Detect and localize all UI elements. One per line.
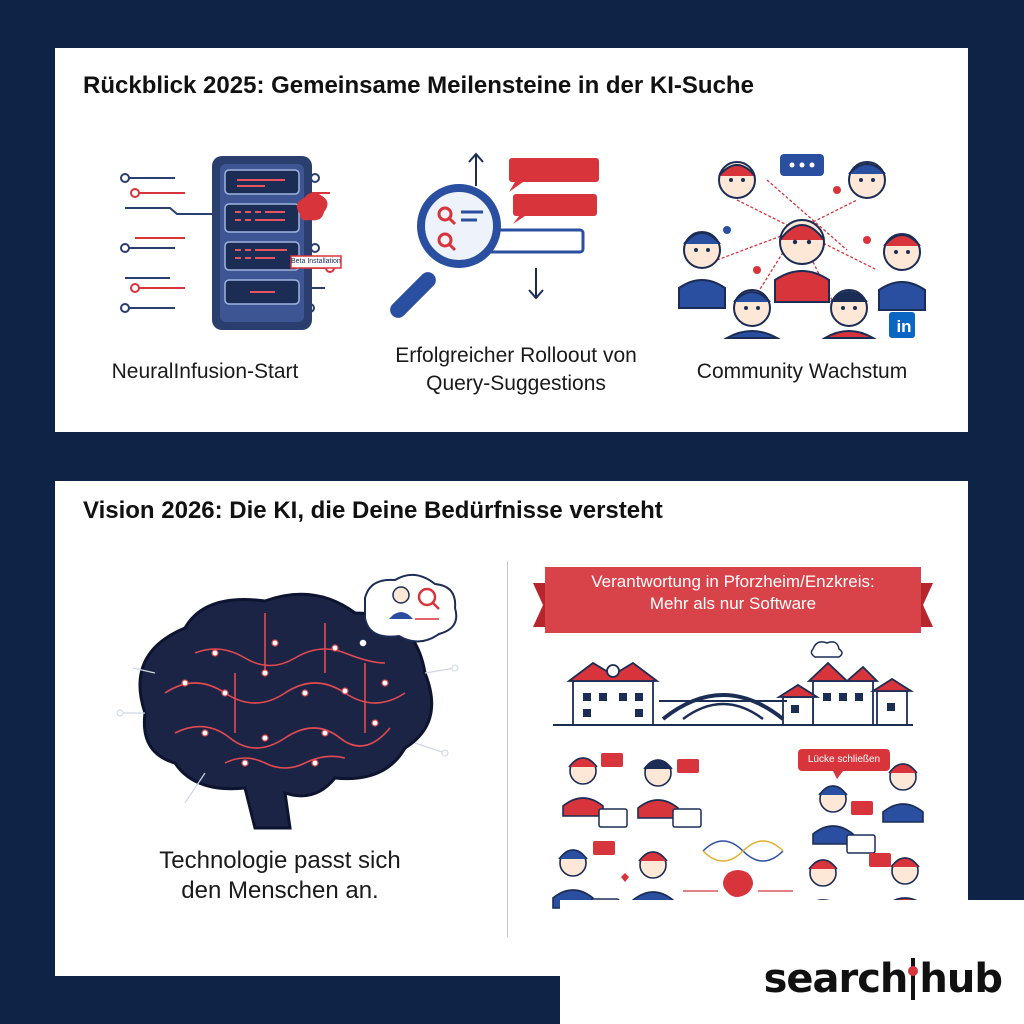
speech-label: Lücke schließen (807, 754, 881, 765)
banner-line1: Verantwortung in Pforzheim/Enzkreis: (591, 572, 875, 591)
review-caption-3: Community Wachstum (696, 360, 908, 383)
magnifier-chat-icon (381, 148, 611, 338)
review-caption-2-line2: Query-Suggestions (426, 372, 606, 395)
vision-left-caption-line2: den Menschen an. (181, 877, 379, 904)
banner-line2: Mehr als nur Software (649, 594, 817, 613)
community-network-icon (677, 140, 927, 340)
review-title: Rückblick 2025: Gemeinsame Meilensteine in der KI-Suche (83, 72, 754, 99)
server-circuit-icon (115, 148, 345, 338)
vision-left-caption-line1: Technologie passt sich (159, 847, 401, 874)
server-label: Beta Installation (291, 258, 341, 265)
vision-left-caption (95, 846, 465, 906)
linkedin-badge: in (896, 317, 912, 336)
review-caption-2-line1: Erfolgreicher Rolloout von (395, 344, 637, 367)
review-caption-1: NeuralInfusion-Start (111, 360, 299, 383)
brand-box (560, 900, 1024, 1024)
city-bridge-people-icon (533, 641, 933, 941)
brain-network-icon (115, 573, 475, 833)
brand-left: search (763, 956, 908, 1002)
review-caption-2 (351, 342, 681, 398)
vision-divider (507, 561, 508, 937)
brand-right: hub (919, 956, 1002, 1002)
review-panel (55, 48, 968, 432)
vision-title: Vision 2026: Die KI, die Deine Bedürfnisse versteht (83, 497, 663, 524)
banner-text (545, 571, 921, 615)
brand-logo (764, 956, 1002, 1002)
brand-separator (911, 958, 915, 1000)
